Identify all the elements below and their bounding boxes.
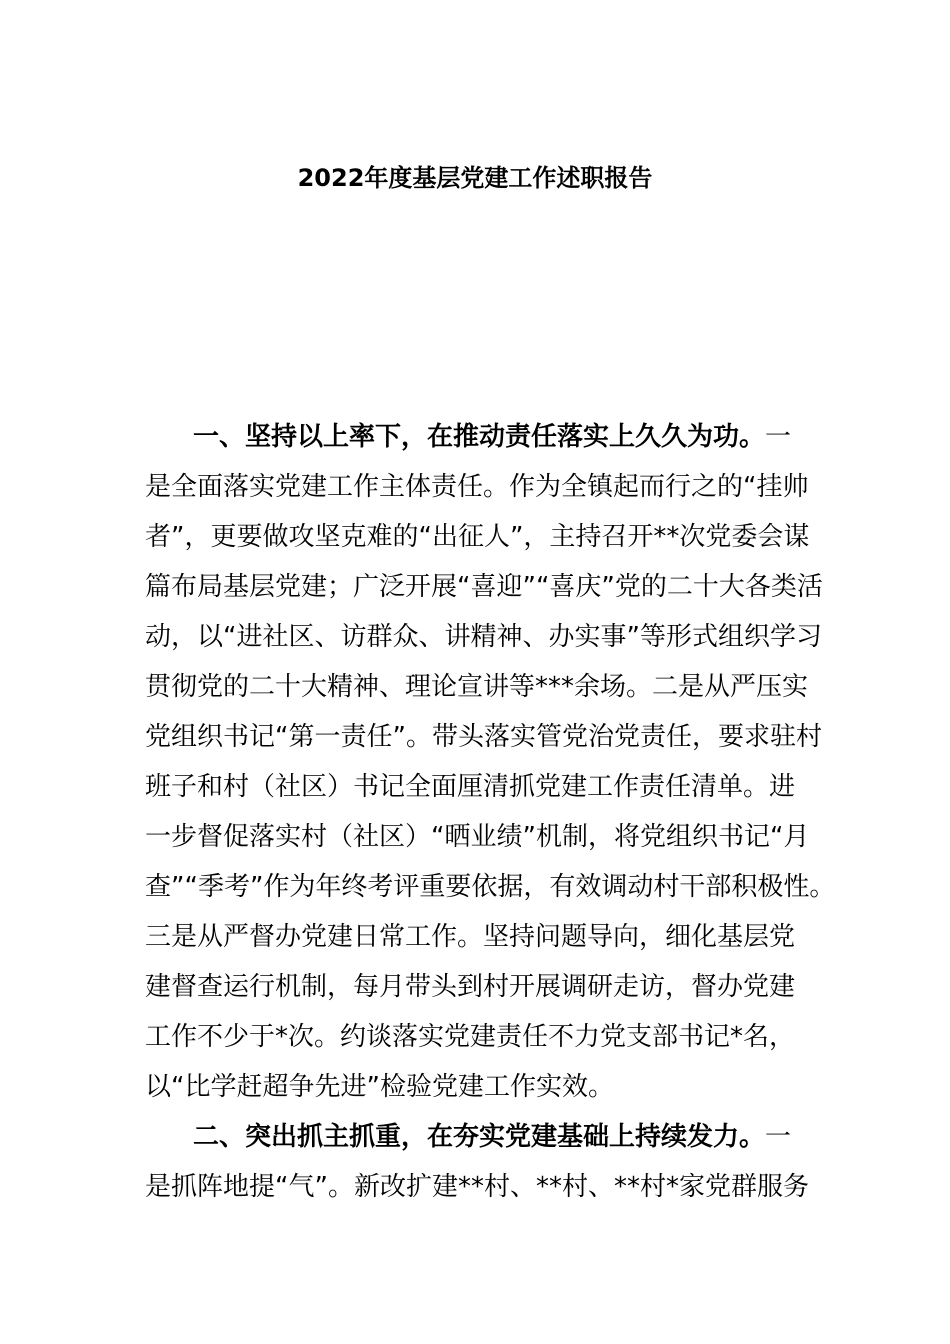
body-line: 建督查运行机制，每月带头到村开展调研走访，督办党建 — [145, 972, 796, 1002]
body-line: 以“比学赶超争先进”检验党建工作实效。 — [145, 1072, 614, 1102]
section-1-heading: 一、坚持以上率下，在推动责任落实上久久为功。 — [193, 422, 766, 452]
body-line: 一步督促落实村（社区）“晒业绩”机制，将党组织书记“月 — [145, 822, 810, 852]
document-title: 2022年度基层党建工作述职报告 — [297, 164, 653, 192]
body-line: 党组织书记“第一责任”。带头落实管党治党责任，要求驻村 — [145, 722, 822, 752]
section-2-first-line — [193, 1112, 791, 1162]
body-line: 篇布局基层党建；广泛开展“喜迎”“喜庆”党的二十大各类活 — [145, 572, 823, 602]
body-line: 是全面落实党建工作主体责任。作为全镇起而行之的“挂帅 — [145, 472, 809, 502]
body-line: 工作不少于*次。约谈落实党建责任不力党支部书记*名， — [145, 1022, 796, 1052]
body-line: 动，以“进社区、访群众、讲精神、办实事”等形式组织学习 — [145, 622, 822, 652]
body-text: 一 — [765, 422, 792, 452]
body-line: 查”“季考”作为年终考评重要依据，有效调动村干部积极性。 — [145, 872, 836, 902]
body-line: 贯彻党的二十大精神、理论宣讲等***余场。二是从严压实 — [145, 672, 809, 702]
body-line: 班子和村（社区）书记全面厘清抓党建工作责任清单。进 — [145, 772, 796, 802]
body-line: 者”，更要做攻坚克难的“出征人”，主持召开**次党委会谋 — [145, 522, 810, 552]
body-line: 是抓阵地提“气”。新改扩建**村、**村、**村*家党群服务 — [145, 1172, 809, 1202]
section-2-heading: 二、突出抓主抓重，在夯实党建基础上持续发力。 — [193, 1122, 766, 1152]
section-1-first-line — [193, 412, 791, 462]
body-line: 三是从严督办党建日常工作。坚持问题导向，细化基层党 — [145, 922, 796, 952]
body-text: 一 — [765, 1122, 792, 1152]
